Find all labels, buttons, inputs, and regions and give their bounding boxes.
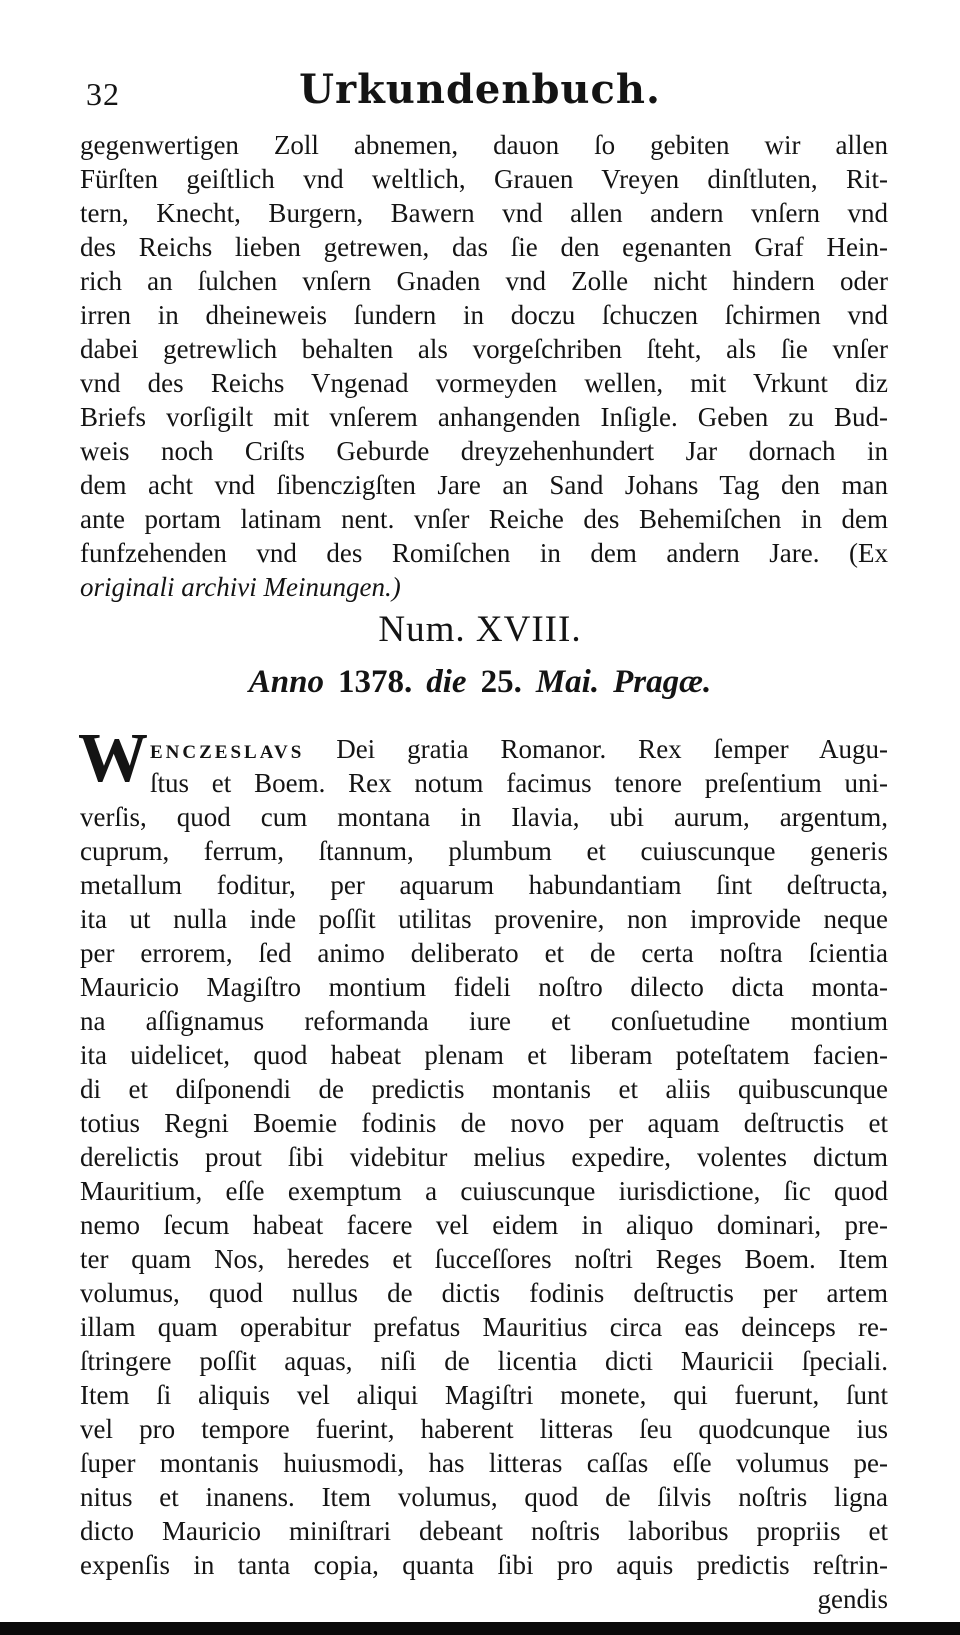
text-line: rich an ſulchen vnſern Gnaden vnd Zolle nicht hindern oder <box>80 266 888 296</box>
text-line: ſuper montanis huiusmodi, has litteras caſſas eſſe volumus pe- <box>80 1448 888 1478</box>
text-line: di et diſponendi de predictis montanis et aliis quibuscunque <box>80 1074 888 1104</box>
opening-lines <box>150 732 888 800</box>
drop-cap-initial: W <box>78 720 148 797</box>
text-line: totius Regni Boemie fodinis de novo per aquam deſtructis et <box>80 1108 888 1138</box>
text-line: metallum foditur, per aquarum habundantiam ſint deſtructa, <box>80 870 888 900</box>
date-day: 25. <box>480 664 522 700</box>
text-line: cuprum, ferrum, ſtannum, plumbum et cuiuscunque generis <box>80 836 888 866</box>
text-line: dem acht vnd ſibenczigſten Jare an Sand Johans Tag den man <box>80 470 888 500</box>
text-line: gegenwertigen Zoll abnemen, dauon ſo gebiten wir allen <box>80 130 888 160</box>
text-line: Fürſten geiſtlich vnd weltlich, Grauen Vreyen dinſtluten, Rit- <box>80 164 888 194</box>
text-line: ſtus et Boem. Rex notum facimus tenore preſentium uni- <box>150 768 888 798</box>
text-line: ſtringere poſſit aquas, niſi de licentia dicti Mauricii ſpeciali. <box>80 1346 888 1376</box>
text-line: expenſis in tanta copia, quanta ſibi pro aquis predictis reſtrin- <box>80 1550 888 1580</box>
text-line: illam quam operabitur prefatus Mauritius circa eas deinceps re- <box>80 1312 888 1342</box>
date-year: 1378. <box>338 664 413 700</box>
text-line: dicto Mauricio miniſtrari debeant noſtris laboribus propriis et <box>80 1516 888 1546</box>
scan-bottom-edge <box>0 1622 960 1635</box>
text-line: vnd des Reichs Vngenad vormeyden wellen, mit Vrkunt diz <box>80 368 888 398</box>
text-line: ter quam Nos, heredes et ſucceſſores noſtri Reges Boem. Item <box>80 1244 888 1274</box>
text-line: Mauritium, eſſe exemptum a cuiuscunque iurisdictione, ſic quod <box>80 1176 888 1206</box>
previous-document-text <box>80 128 888 604</box>
text-line: Item ſi aliquis vel aliqui Magiſtri monete, qui fuerunt, ſunt <box>80 1380 888 1410</box>
text-line: irren in dheineweis ſundern in doczu ſchuczen ſchirmen vnd <box>80 300 888 330</box>
date-place: Pragæ. <box>613 664 712 700</box>
text-line: des Reichs lieben getrewen, das ſie den egenanten Graf Hein- <box>80 232 888 262</box>
opening-line <box>150 732 888 766</box>
source-note: originali archivi Meinungen.) <box>80 572 401 602</box>
date-anno: Anno <box>248 664 325 700</box>
text-line: Mauricio Magiſtro montium fideli noſtro dilecto dicta monta- <box>80 972 888 1002</box>
text-line: ita ut nulla inde poſſit utilitas provenire, non improvide neque <box>80 904 888 934</box>
catchword: gendis <box>817 1584 888 1614</box>
date-die: die <box>426 664 467 700</box>
text-line: derelictis prout ſibi videbitur melius expedire, volentes dictum <box>80 1142 888 1172</box>
document-date <box>0 664 960 701</box>
date-month: Mai. <box>535 664 600 700</box>
text-line: tern, Knecht, Burgern, Bawern vnd allen andern vnſern vnd <box>80 198 888 228</box>
first-line-text: Dei gratia Romanor. Rex ſemper Augu- <box>336 734 888 764</box>
text-line: nemo ſecum habeat facere vel eidem in aliquo dominari, pre- <box>80 1210 888 1240</box>
running-title: Urkundenbuch. <box>299 66 661 113</box>
text-line: na aſſignamus reformanda iure et conſuetudine montium <box>80 1006 888 1036</box>
text-line: volumus, quod nullus de dictis fodinis deſtructis per artem <box>80 1278 888 1308</box>
text-line: nitus et inanens. Item volumus, quod de ſilvis noſtris ligna <box>80 1482 888 1512</box>
text-line: Briefs vorſigilt mit vnſerem anhangenden Inſigle. Geben zu Bud- <box>80 402 888 432</box>
text-line: dabei getrewlich behalten als vorgeſchriben ſteht, als ſie vnſer <box>80 334 888 364</box>
page-number: 32 <box>86 76 120 112</box>
document-number: Num. XVIII. <box>378 609 582 650</box>
text-line: ante portam latinam nent. vnſer Reiche des Behemiſchen in dem <box>80 504 888 534</box>
text-line: weis noch Criſts Geburde dreyzehenhundert Jar dornach in <box>80 436 888 466</box>
charter-body <box>80 800 888 1616</box>
text-line: per errorem, ſed animo deliberato et de certa noſtra ſcientia <box>80 938 888 968</box>
text-line: verſis, quod cum montana in Ilavia, ubi aurum, argentum, <box>80 802 888 832</box>
text-line: vel pro tempore fuerint, haberent litteras ſeu quodcunque ius <box>80 1414 888 1444</box>
first-word: ENCZESLAVS <box>150 742 305 763</box>
text-line: ita uidelicet, quod habeat plenam et liberam poteſtatem facien- <box>80 1040 888 1070</box>
text-line: funfzehenden vnd des Romiſchen in dem andern Jare. (Ex <box>80 538 888 568</box>
